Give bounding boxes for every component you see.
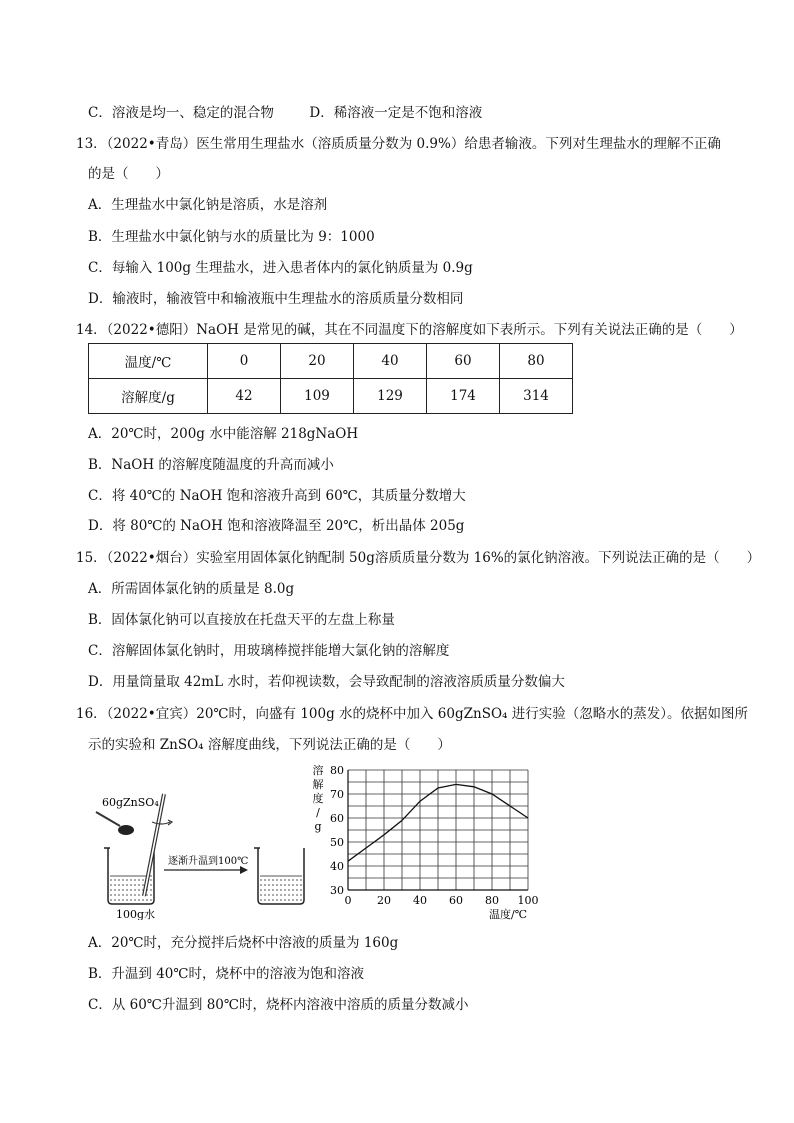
q15-option-a: A．所需固体氯化钠的质量是 8.0g	[88, 581, 295, 597]
q14-option-c: C．将 40℃的 NaOH 饱和溶液升高到 60℃，其质量分数增大	[88, 488, 466, 504]
x-axis-label: 温度/℃	[488, 908, 528, 921]
q14-option-b: B．NaOH 的溶解度随温度的升高而减小	[88, 457, 334, 473]
table-cell: 42	[208, 379, 281, 414]
q16-option-b: B．升温到 40℃时，烧杯中的溶液为饱和溶液	[88, 966, 364, 982]
solubility-chart	[300, 758, 560, 930]
experiment-illustration	[86, 760, 316, 920]
y-tick-label: 60	[330, 812, 344, 825]
table-header: 溶解度/g	[89, 379, 208, 414]
y-tick-label: 70	[330, 788, 344, 801]
table-cell: 129	[354, 379, 427, 414]
spoon-icon	[96, 812, 134, 835]
q16-option-c: C．从 60℃升温到 80℃时，烧杯内溶液中溶质的质量分数减小	[88, 997, 469, 1013]
table-row	[89, 344, 573, 379]
q15-option-d: D．用量筒量取 42mL 水时，若仰视读数，会导致配制的溶液溶质质量分数偏大	[88, 674, 565, 690]
arrow-label: 逐渐升温到100℃	[168, 856, 249, 867]
x-tick-label: 0	[344, 894, 352, 907]
table-cell: 20	[281, 344, 354, 379]
table-cell: 174	[427, 379, 500, 414]
q15-stem: 15．（2022•烟台）实验室用固体氯化钠配制 50g溶质质量分数为 16%的氯化钠溶液。下列说法正确的是（ ）	[76, 550, 761, 566]
table-cell: 60	[427, 344, 500, 379]
q13-option-c: C．每输入 100g 生理盐水，进入患者体内的氯化钠质量为 0.9g	[88, 260, 473, 276]
table-cell: 40	[354, 344, 427, 379]
y-axis-label: 度	[312, 792, 324, 805]
q13-option-d: D．输液时，输液管中和输液瓶中生理盐水的溶质质量分数相同	[88, 291, 464, 307]
glass-rod-icon	[144, 794, 172, 896]
arrow-icon	[164, 866, 248, 874]
table-cell: 80	[500, 344, 573, 379]
table-cell: 0	[208, 344, 281, 379]
x-tick-label: 100	[517, 894, 539, 907]
y-tick-label: 80	[330, 764, 344, 777]
solid-label: 60gZnSO₄	[102, 796, 159, 809]
q15-option-c: C．溶解固体氯化钠时，用玻璃棒搅拌能增大氯化钠的溶解度	[88, 643, 450, 659]
q13-stem: 13．（2022•青岛）医生常用生理盐水（溶质质量分数为 0.9%）给患者输液。下列对生理盐水的理解不正确	[76, 136, 721, 152]
q14-stem: 14．（2022•德阳）NaOH 是常见的碱，其在不同温度下的溶解度如下表所示。下列有关说法正确的是（ ）	[76, 322, 743, 338]
q16-stem: 16．（2022•宜宾）20℃时，向盛有 100g 水的烧杯中加入 60gZnSO₄ 进行实验（忽略水的蒸发）。依据如图所	[76, 706, 748, 722]
y-axis-label: 解	[312, 778, 324, 791]
q16-option-a: A．20℃时，充分搅拌后烧杯中溶液的质量为 160g	[88, 935, 399, 951]
table-cell: 314	[500, 379, 573, 414]
x-tick-label: 20	[377, 894, 391, 907]
q15-option-b: B．固体氯化钠可以直接放在托盘天平的左盘上称量	[88, 612, 395, 628]
y-axis-label: 溶	[312, 764, 324, 777]
solubility-table	[88, 343, 573, 414]
y-tick-label: 50	[330, 836, 344, 849]
y-axis-label: /	[316, 806, 320, 819]
x-tick-label: 60	[449, 894, 463, 907]
table-header: 温度/℃	[89, 344, 208, 379]
y-axis-label: g	[314, 820, 322, 833]
x-tick-label: 40	[413, 894, 427, 907]
table-row	[89, 379, 573, 414]
q14-option-a: A．20℃时，200g 水中能溶解 218gNaOH	[88, 426, 359, 442]
beaker-icon	[254, 848, 304, 904]
q14-option-d: D．将 80℃的 NaOH 饱和溶液降温至 20℃，析出晶体 205g	[88, 518, 465, 534]
q16-stem-cont: 示的实验和 ZnSO₄ 溶解度曲线，下列说法正确的是（ ）	[88, 737, 451, 753]
table-cell: 109	[281, 379, 354, 414]
q13-stem-cont: 的是（ ）	[88, 166, 169, 182]
q13-option-a: A．生理盐水中氯化钠是溶质，水是溶剂	[88, 197, 328, 213]
q13-option-b: B．生理盐水中氯化钠与水的质量比为 9：1000	[88, 229, 375, 245]
y-tick-label: 40	[330, 860, 344, 873]
x-tick-label: 80	[485, 894, 499, 907]
q12-options-cd: C．溶液是均一、稳定的混合物 D．稀溶液一定是不饱和溶液	[88, 105, 483, 121]
y-tick-label: 30	[330, 884, 344, 897]
water-label: 100g水	[116, 908, 156, 920]
